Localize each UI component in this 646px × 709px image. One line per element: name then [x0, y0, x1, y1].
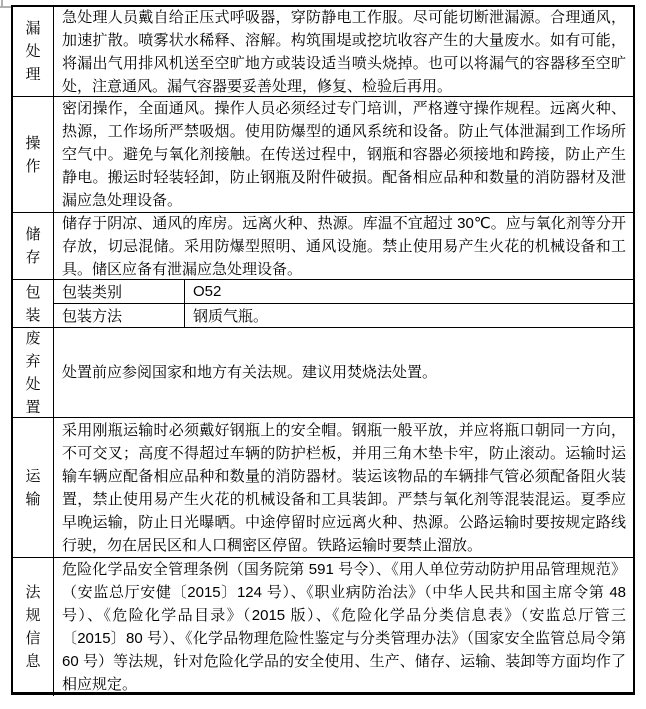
- table-row-operation: [13, 97, 633, 213]
- packaging-method-label: 包装方法: [54, 304, 185, 327]
- row-header-packaging: [13, 280, 54, 327]
- row-content-text: 危险化学品安全管理条例（国务院第 591 号令）、《用人单位劳动防护用品管理规范》（安监总厅安健〔2015〕124 号）、《职业病防治法》（中华人民共和国主席令第 48 号）、《危险化学品目录》（2015 版）、《危险化学品分类信息表》（安监总厅管三〔2015〕80 号）、《化学品物理危险性鉴定与分类管理办法》（国家安全监管总局令第 60 号）等法规，针对危险化学品的安全使用、生产、储存、运输、装卸等方面均作了相应规定。: [62, 561, 626, 693]
- row-header-regulations: [13, 558, 54, 696]
- packaging-method-value: 钢质气瓶。: [193, 308, 269, 325]
- row-content-text: 储存于阴凉、通风的库房。远离火种、热源。库温不宜超过 30℃。应与氧化剂等分开存放，切忌混储。采用防爆型照明、通风设施。禁止使用易产生火花的机械设备和工具。储区应备有泄漏应急处理设备。: [62, 214, 626, 278]
- row-content-text: 密闭操作，全面通风。操作人员必须经过专门培训，严格遵守操作规程。远离火种、热源，工作场所严禁吸烟。使用防爆型的通风系统和设备。防止气体泄漏到工作场所空气中。避免与氧化剂接触。在传送过程中，钢瓶和容器必须接地和跨接，防止产生静电。搬运时轻装轻卸，防止钢瓶及附件破损。配备相应品种和数量的消防器材及泄漏应急处理设备。: [62, 100, 626, 209]
- row-content-text: 处置前应参阅国家和地方有关法规。建议用焚烧法处置。: [62, 364, 438, 381]
- row-content-leak-disposal: [54, 7, 633, 96]
- row-content-regulations: [54, 558, 633, 696]
- packaging-subtable: [54, 280, 633, 327]
- row-header-label: 漏处理: [25, 20, 41, 83]
- row-content-transport: [54, 418, 633, 557]
- row-header-label: 操作: [25, 134, 41, 175]
- row-content-operation: [54, 97, 633, 212]
- packaging-method-row: [54, 304, 633, 327]
- row-content-waste-disposal: [54, 328, 633, 417]
- row-header-storage: [13, 213, 54, 279]
- packaging-category-label: 包装类别: [54, 280, 185, 303]
- row-header-label: 运输: [25, 467, 41, 508]
- safety-data-table: [11, 5, 635, 695]
- table-row-leak-disposal: [13, 7, 633, 97]
- row-header-leak-disposal: [13, 7, 54, 96]
- row-header-waste-disposal: [13, 328, 54, 417]
- table-row-packaging: [13, 280, 633, 328]
- row-header-transport: [13, 418, 54, 557]
- table-row-storage: [13, 213, 633, 280]
- row-header-operation: [13, 97, 54, 212]
- packaging-category-value: O52: [193, 283, 222, 300]
- row-header-label: 包装: [25, 283, 41, 324]
- row-content-text: 采用刚瓶运输时必须戴好钢瓶上的安全帽。钢瓶一般平放，并应将瓶口朝同一方向，不可交叉；高度不得超过车辆的防护栏板，并用三角木垫卡牢，防止滚动。运输时运输车辆应配备相应品种和数量的消防器材。装运该物品的车辆排气管必须配备阻火装置，禁止使用易产生火花的机械设备和工具装卸。严禁与氧化剂等混装混运。夏季应早晚运输，防止日光曝晒。中途停留时应远离火种、热源。公路运输时要按规定路线行驶，勿在居民区和人口稠密区停留。铁路运输时要禁止溜放。: [62, 421, 626, 554]
- table-row-transport: [13, 418, 633, 558]
- table-row-waste-disposal: [13, 328, 633, 418]
- packaging-category-row: [54, 280, 633, 304]
- row-content-storage: [54, 213, 633, 279]
- row-header-label: 法规信息: [25, 584, 41, 670]
- row-content-text: 急处理人员戴自给正压式呼吸器，穿防静电工作服。尽可能切断泄漏源。合理通风，加速扩散。喷雾状水稀释、溶解。构筑围堤或挖坑收容产生的大量废水。如有可能，将漏出气用排风机送至空旷地方或装设适当喷头烧掉。也可以将漏气的容器移至空旷处，注意通风。漏气容器要妥善处理，修复、检验后再用。: [62, 8, 626, 95]
- table-row-regulations: [13, 558, 633, 696]
- row-header-label: 废弃处置: [25, 329, 41, 416]
- row-header-label: 储存: [25, 226, 41, 266]
